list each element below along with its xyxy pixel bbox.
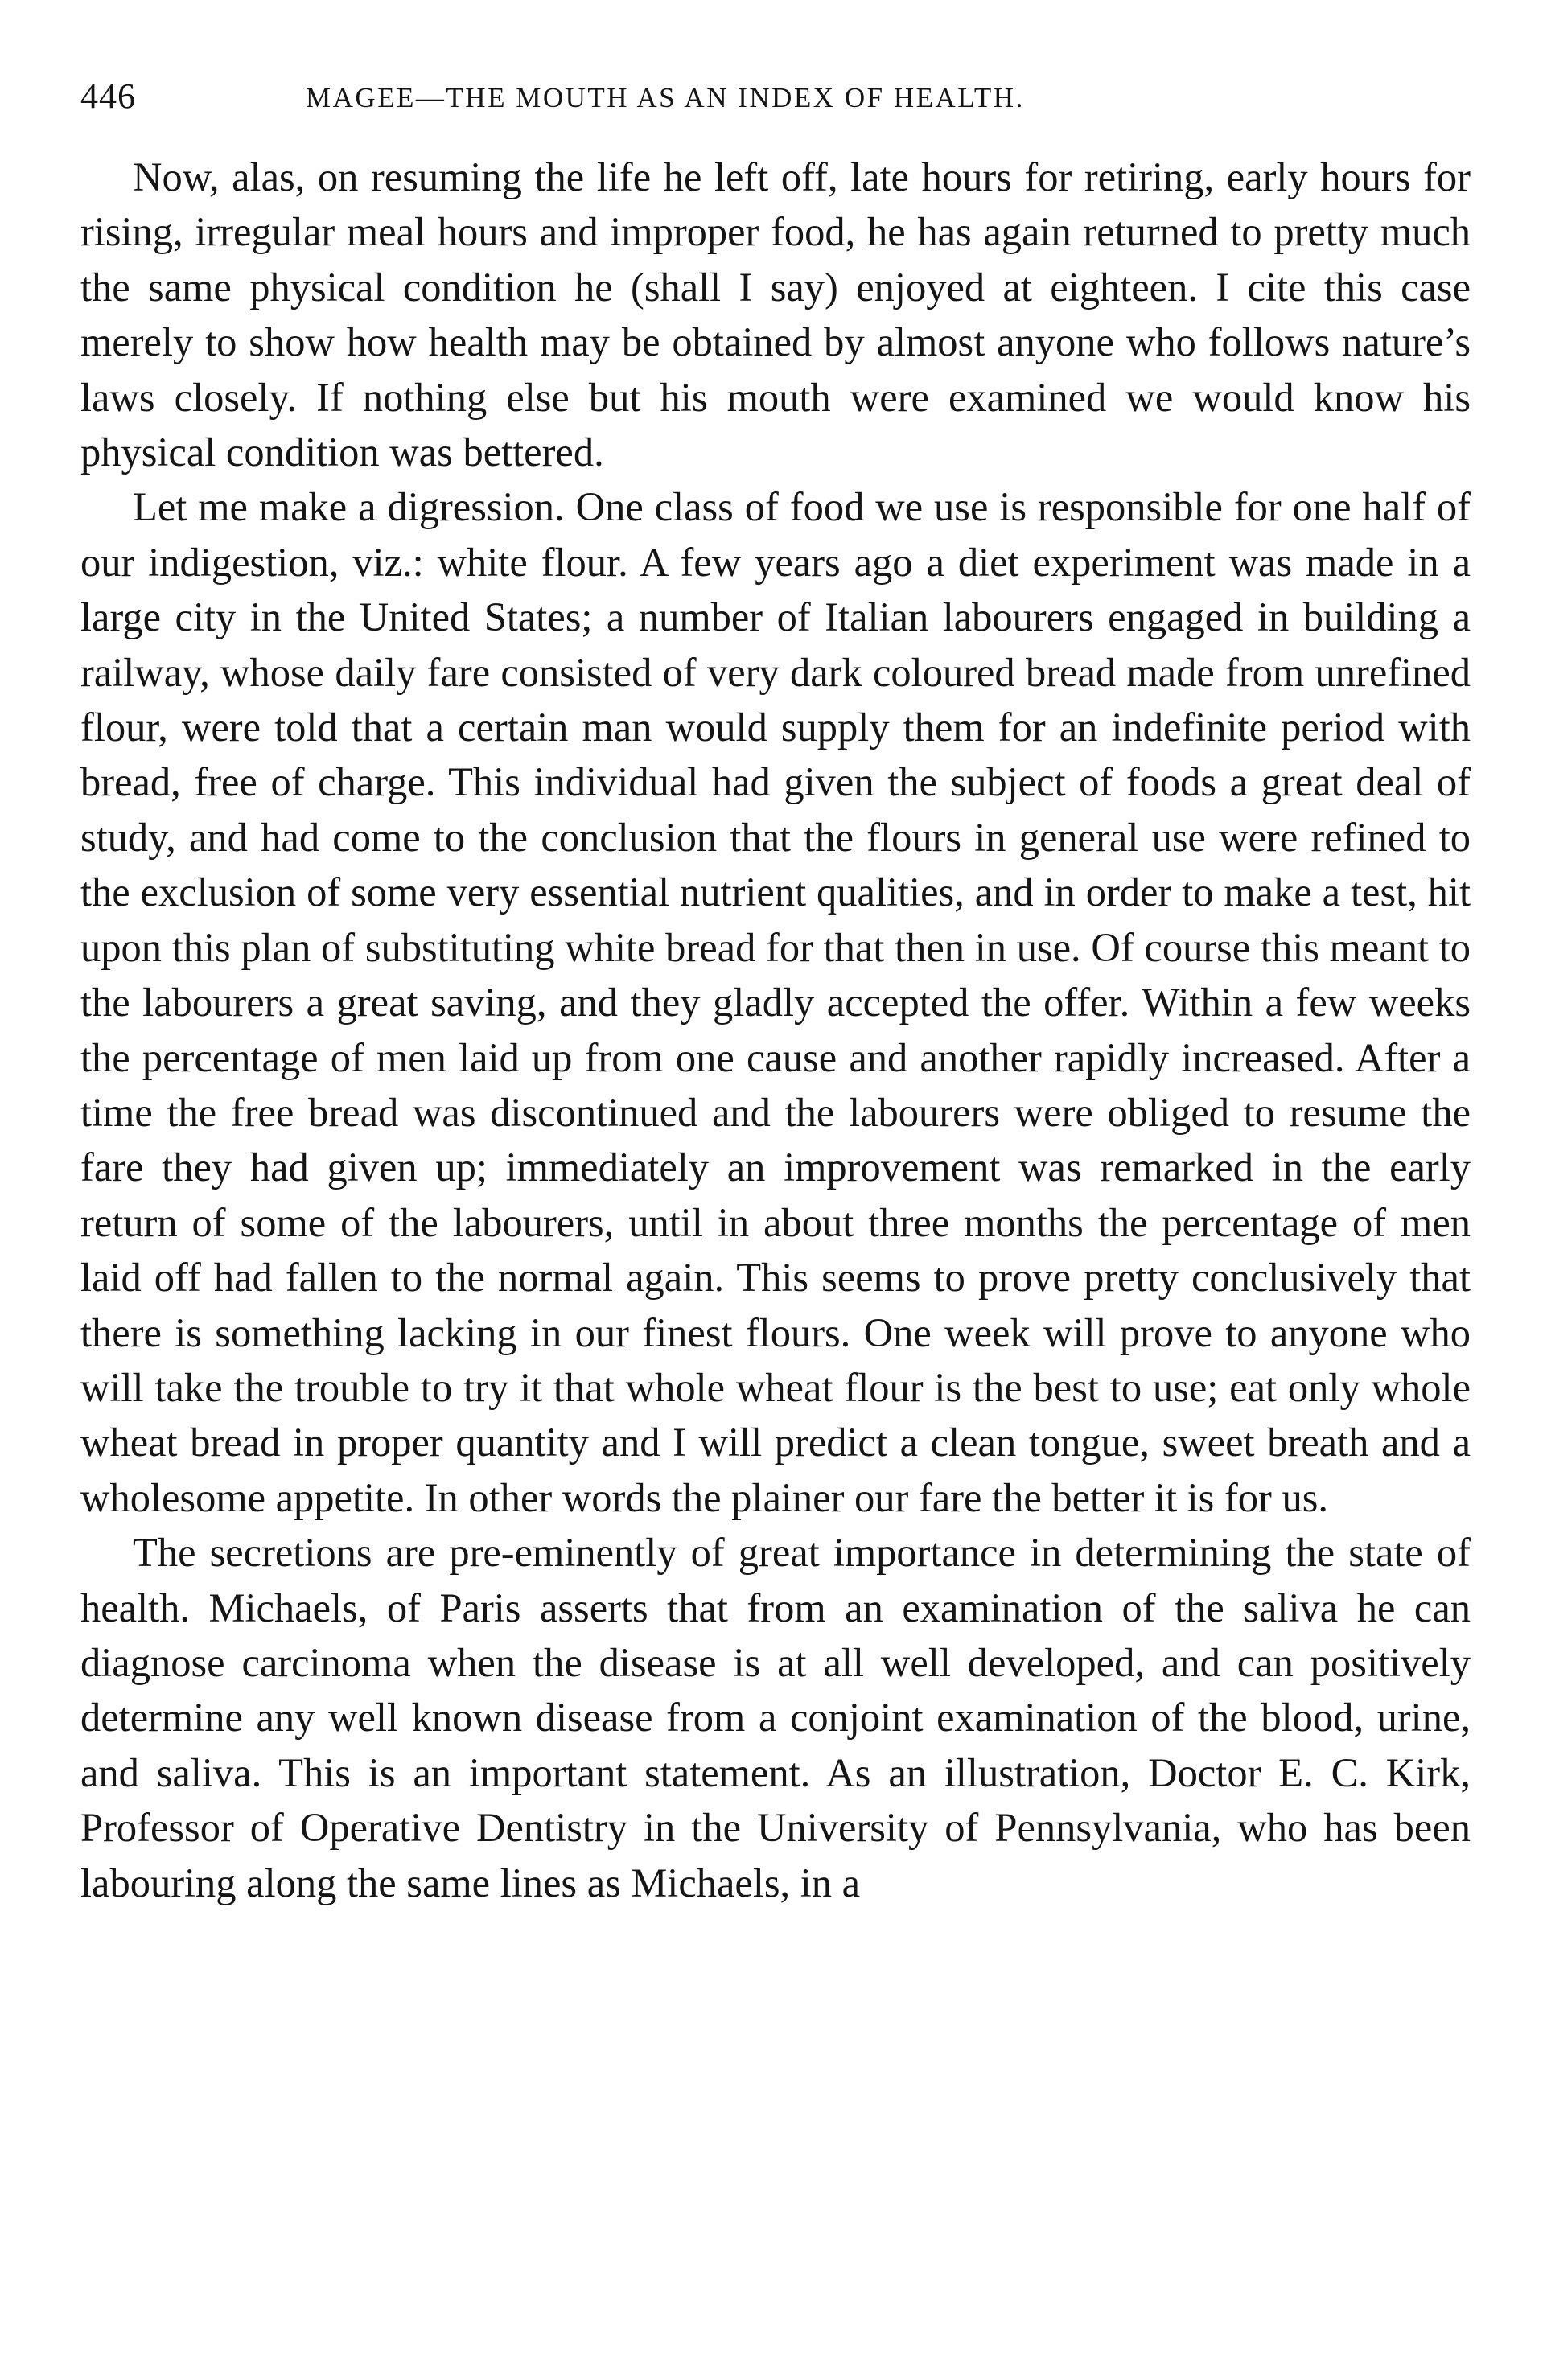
paragraph: The secretions are pre-eminently of great importance in determining the state of health. Michaels, of Paris asserts that from an examination of the saliva he can diagnose carcinoma when the disease is at all well developed, and can positively determine any well known disease from a conjoint examination of the blood, urine, and saliva. This is an important statement. As an illustration, Doctor E. C. Kirk, Professor of Operative Dentistry in the University of Pennsylvania, who has been labouring along the same lines as Michaels, in a bbox=[80, 1530, 1471, 1905]
paragraph: Let me make a digression. One class of food we use is responsible for one half of our indigestion, viz.: white flour. A few years ago a diet experiment was made in a large city in the United States; a number of Italian labourers engaged in building a railway, whose daily fare consisted of very dark coloured bread made from unrefined flour, were told that a certain man would supply them for an indefinite period with bread, free of charge. This individual had given the subject of foods a great deal of study, and had come to the conclusion that the flours in general use were refined to the exclusion of some very essential nutrient qualities, and in order to make a test, hit upon this plan of substituting white bread for that then in use. Of course this meant to the labourers a great saving, and they gladly accepted the offer. Within a few weeks the percentage of men laid up from one cause and another rapidly increased. After a time the free bread was discontinued and the labourers were obliged to resume the fare they had given up; immediately an improvement was remarked in the early return of some of the labourers, until in about three months the percentage of men laid off had fallen to the normal again. This seems to prove pretty conclusively that there is something lacking in our finest flours. One week will prove to anyone who will take the trouble to try it that whole wheat flour is the best to use; eat only whole wheat bread in proper quantity and I will predict a clean tongue, sweet breath and a wholesome appetite. In other words the plainer our fare the better it is for us. bbox=[80, 484, 1471, 1520]
body-text bbox=[80, 150, 1471, 1910]
running-head bbox=[80, 72, 1472, 121]
running-title: MAGEE—THE MOUTH AS AN INDEX OF HEALTH. bbox=[306, 82, 1025, 113]
paragraph: Now, alas, on resuming the life he left off, late hours for retiring, early hours for rising, irregular meal hours and improper food, he has again returned to pretty much the same physical condition he (shall I say) enjoyed at eighteen. I cite this case merely to show how health may be obtained by almost anyone who follows nature’s laws closely. If nothing else but his mouth were examined we would know his physical condition was bettered. bbox=[80, 154, 1471, 475]
page-number: 446 bbox=[80, 76, 136, 116]
